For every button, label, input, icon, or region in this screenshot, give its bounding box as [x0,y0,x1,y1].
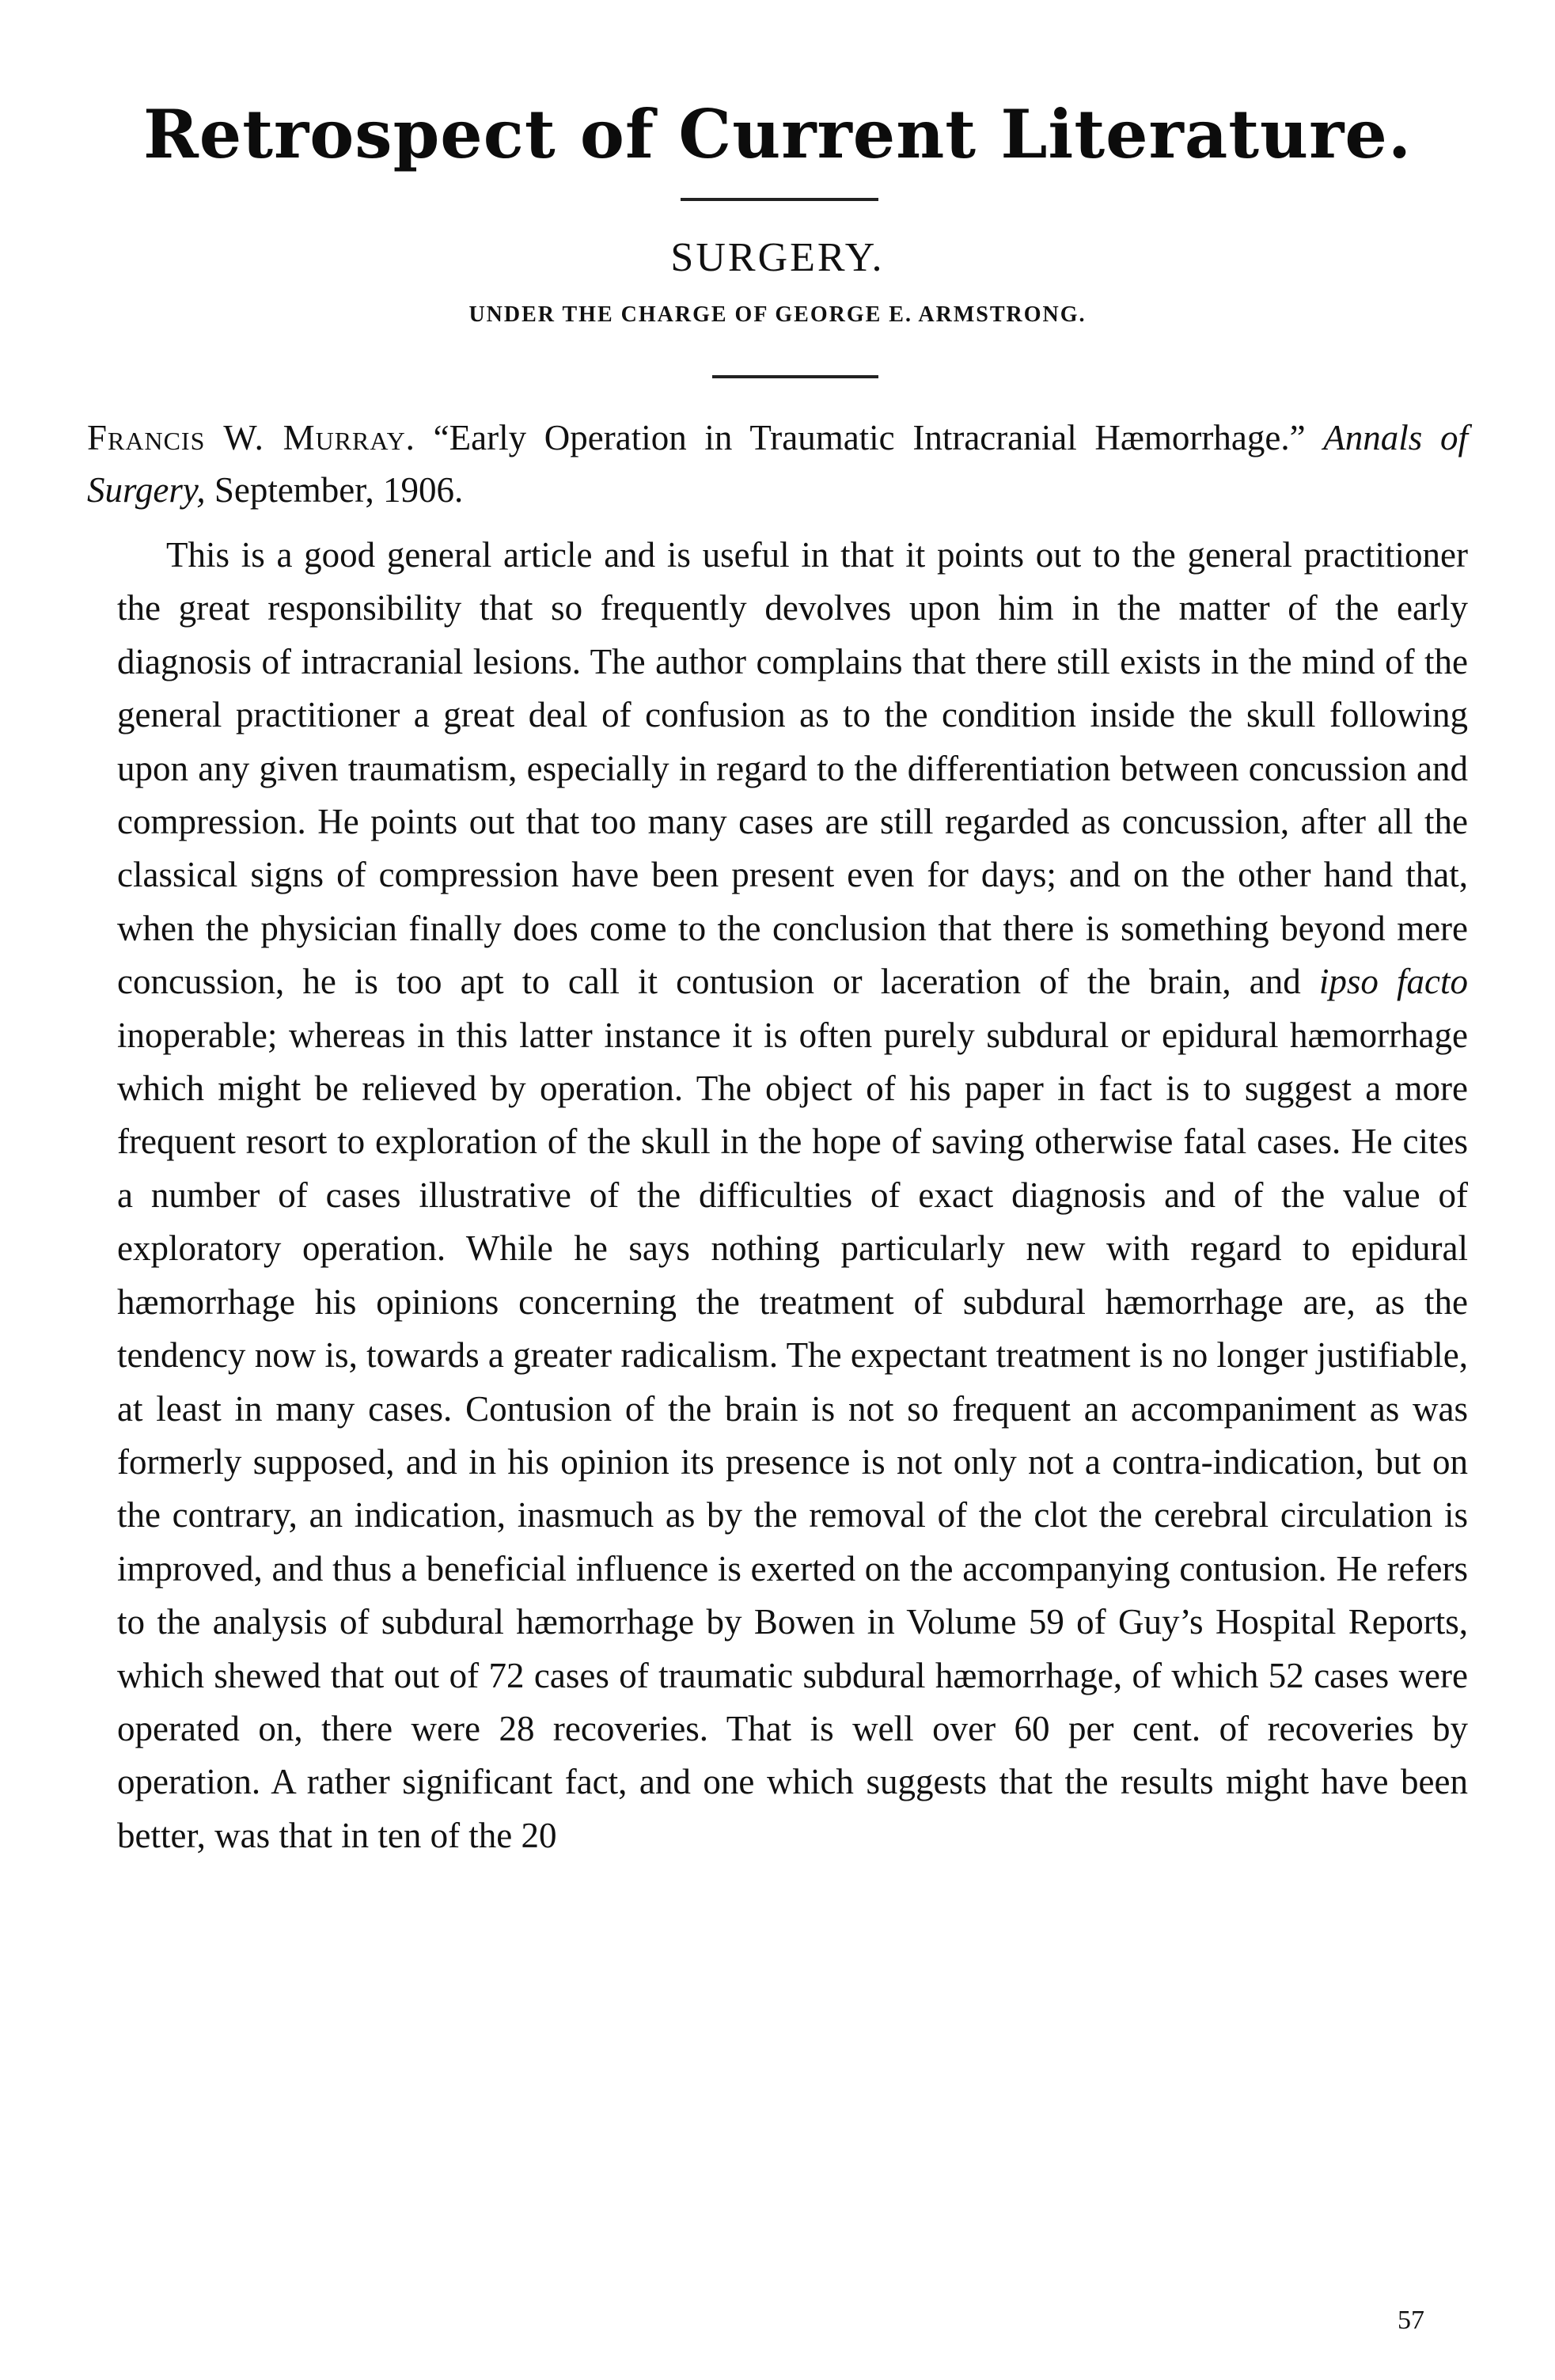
citation-journal: Annals of Surgery, [87,418,1469,510]
body-ipso-facto: ipso facto [1318,962,1469,1002]
body-text-part-2: inoperable; whereas in this latter instance it is often purely subdural or epidural hæmorrhage which might be relieved by operation. The object of his paper in fact is to suggest a more frequent resort to exploration of the skull in the hope of saving otherwise fatal cases. He cites a number of cases illustrative of the difficulties of exact diagnosis and of the value of exploratory operation. While he says nothing particularly new with regard to epidural hæmorrhage his opinions concerning the treatment of subdural hæmorrhage are, as the tendency now is, towards a greater radicalism. The expectant treatment is no longer justifiable, at least in many cases. Contusion of the brain is not so frequent an accompaniment as was formerly supposed, and in his opinion its presence is not only not a contra-indication, but on the contrary, an indication, inasmuch as by the removal of the clot the cerebral circulation is improved, and thus a beneficial influence is exerted on the accompanying contusion. He refers to the analysis of subdural hæmorrhage by Bowen in Volume 59 of Guy’s Hospital Reports, which shewed that out of 72 cases of traumatic subdural hæmorrhage, of which 52 cases were operated on, there were 28 recoveries. That is well over 60 per cent. of recoveries by operation. A rather significant fact, and one which suggests that the results might have been better, was that in ten of the 20 [117,1015,1468,1855]
body-text-part-1: This is a good general article and is useful in that it points out to the general practitioner the great responsibility that so frequently devolves upon him in the matter of the early diagnosis of intracranial lesions. The author complains that there still exists in the mind of the general practitioner a great deal of confusion as to the condition inside the skull following upon any given traumatism, especially in regard to the differentiation between concussion and compression. He points out that too many cases are still regarded as concussion, after all the classical signs of compression have been present even for days; and on the other hand that, when the physician finally does come to the conclusion that there is something beyond mere concussion, he is too apt to call it contusion or laceration of the brain, and [117,535,1468,1002]
title-rule-top [681,198,878,201]
citation-author: Francis W. Murray. [87,418,415,457]
section-editor-line: UNDER THE CHARGE OF GEORGE E. ARMSTRONG. [468,302,1087,327]
citation-date: September, 1906. [214,470,464,510]
running-title: Retrospect of Current Literature. [142,95,1413,173]
title-rule-bottom [712,375,878,378]
section-title: SURGERY. [670,235,885,280]
article-body [117,529,1468,1862]
citation-title: “Early Operation in Traumatic Intracranial Hæmorrhage.” [433,418,1306,457]
article-citation [87,412,1468,516]
page-number: 57 [1398,2306,1424,2335]
